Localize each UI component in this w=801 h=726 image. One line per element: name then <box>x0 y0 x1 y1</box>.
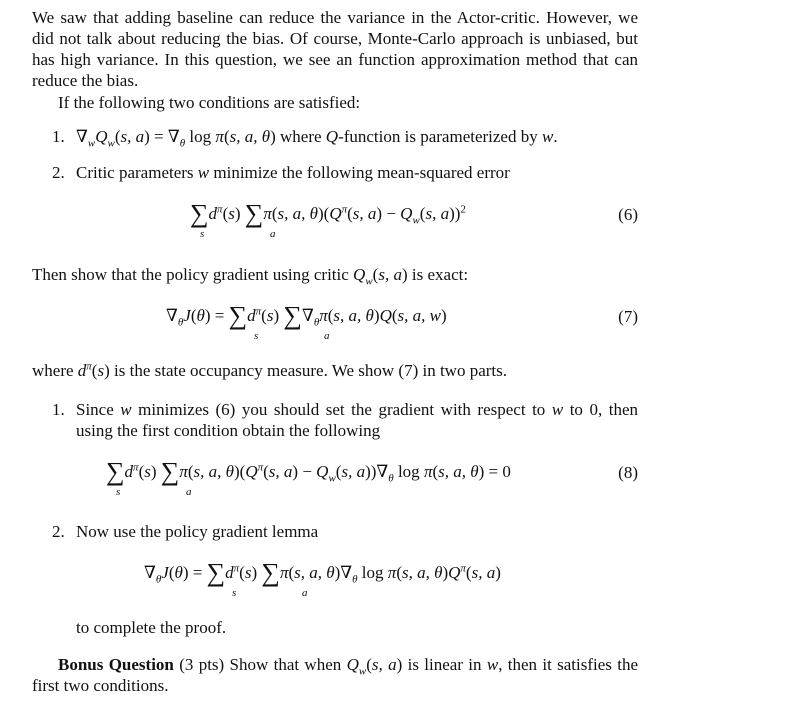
where-line: where $d^\pi(s)$ is the state occupancy measure. We show (7) in two parts. <box>32 360 507 380</box>
lemma-formula: $\nabla_\theta J(\theta)$ = ∑ s $d^\pi(s)$ ∑ a π(s, a, $\theta)\nabla_\theta$ log π(s, a, $\theta)Q^\pi(s$, a) <box>144 558 501 599</box>
bonus-pre: Show that when <box>224 655 347 674</box>
equation-7-formula: $\nabla_\theta J(\theta)$ = ∑ s $d^\pi(s)$ ∑ a $\nabla_\theta\pi(s$, a, θ)Q(s, a, w) <box>166 301 447 342</box>
equation-8 <box>32 458 638 502</box>
part-1-c: to 0, then using the first condition obtain the following <box>76 400 638 440</box>
equation-7-tag: (7) <box>618 307 638 326</box>
part-2 <box>52 521 638 542</box>
conditions-lead-text: If the following two conditions are satisfied: <box>58 93 361 112</box>
condition-2-post: minimize the following mean-squared error <box>209 163 510 182</box>
part-2-number: 2. <box>52 522 65 541</box>
intro-paragraph <box>32 7 638 91</box>
condition-2 <box>52 162 638 183</box>
part-1-number: 1. <box>52 400 65 419</box>
condition-1-param: -function is parameterized by <box>338 127 542 146</box>
part-1-a: Since <box>76 400 121 419</box>
show-lead: Then show that the policy gradient using critic $Q_w(s$, a) is exact: <box>32 265 469 288</box>
part-1-body: Since w minimizes (6) you should set the gradient with respect to w to 0, then using the first condition obtain the following <box>76 400 638 440</box>
bonus-points: (3 pts) <box>179 655 225 674</box>
equation-8-formula: ∑ s $d^\pi(s)$ ∑ a π(s, a, $\theta)(Q^\pi(s$, $a) - Q_w(s$, $a))\nabla_\theta$ log π(s, a, θ) = 0 <box>106 457 511 498</box>
where-pre: where <box>32 361 78 380</box>
condition-1-number: 1. <box>52 127 65 146</box>
conditions-lead <box>32 92 638 113</box>
intro-text: We saw that adding baseline can reduce the variance in the Actor-critic. However, we did not talk about reducing the bias. Of course, Monte-Carlo approach is unbiased, but has high variance. In this question, we see an function approximation method that can reduce the bias. <box>32 8 638 90</box>
where-post: is the state occupancy measure. We show (7) in two parts. <box>109 361 507 380</box>
bonus-question: Bonus Question (3 pts) Show that when $Q_w(s$, a) is linear in w, then it satisfies the first two conditions. <box>32 655 639 695</box>
condition-1 <box>52 126 638 150</box>
condition-2-body: Critic parameters w minimize the following mean-squared error <box>76 163 510 182</box>
bonus-label: Bonus Question <box>58 655 174 674</box>
part-1-b: minimizes (6) you should set the gradient with respect to <box>131 400 552 419</box>
condition-1-body: $\nabla_wQ_w(s$, $a) = \nabla_\theta$ log π(s, a, θ) where Q-function is parameterized by w. <box>76 127 558 150</box>
condition-1-formula: $\nabla_wQ_w(s$, $a) = \nabla_\theta$ log π(s, a, θ) <box>76 127 276 150</box>
part-2-text: Now use the policy gradient lemma <box>76 522 319 541</box>
complete-text: to complete the proof. <box>76 618 227 637</box>
bonus-post: is linear in <box>402 655 487 674</box>
complete-line <box>76 617 636 638</box>
show-lead-post: is exact: <box>407 265 469 284</box>
equation-8-tag: (8) <box>618 463 638 482</box>
part-2-body <box>76 521 638 542</box>
condition-1-where: where <box>275 127 326 146</box>
policy-gradient-lemma <box>32 559 638 603</box>
show-lead-pre: Then show that the policy gradient using critic <box>32 265 354 284</box>
condition-2-number: 2. <box>52 163 65 182</box>
part-1 <box>52 399 638 441</box>
equation-6-tag: (6) <box>618 205 638 224</box>
bonus-end: , then it satisfies the first two conditions. <box>32 655 639 695</box>
equation-6 <box>32 200 638 244</box>
equation-6-formula: ∑ s $d^\pi(s)$ ∑ a π(s, a, $\theta)(Q^\pi(s$, $a) - Q_w(s$, a))$^2$ <box>190 199 466 240</box>
condition-2-pre: Critic parameters <box>76 163 198 182</box>
equation-7 <box>32 302 638 346</box>
